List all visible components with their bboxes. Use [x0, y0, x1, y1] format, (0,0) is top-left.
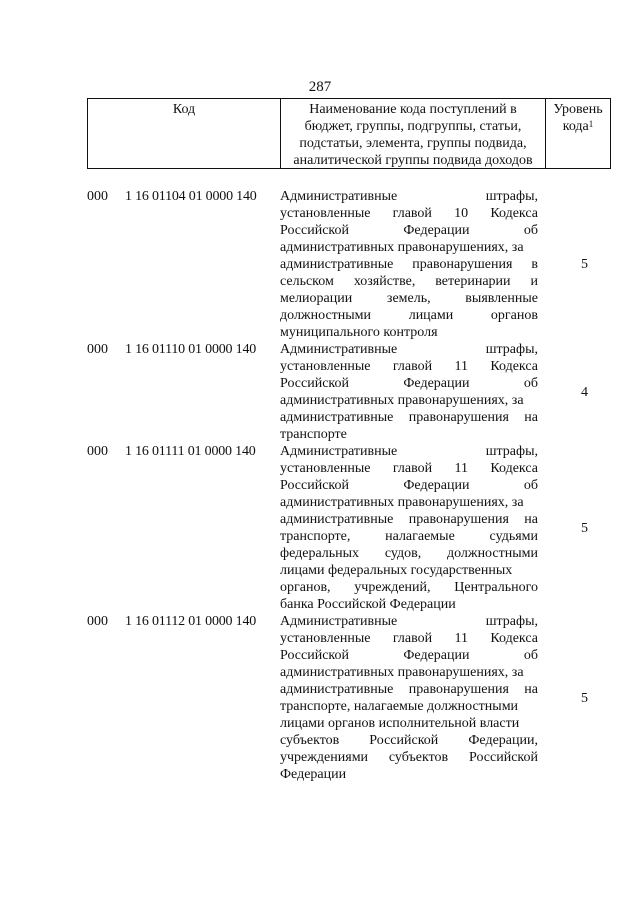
name-word: 10 [454, 206, 469, 221]
name-word: судьями [489, 529, 538, 544]
name-word: судов, [384, 546, 422, 561]
code-level: 5 [581, 257, 588, 272]
name-word: административных правонарушениях, за [280, 665, 524, 680]
name-word: лицами органов исполнительной власти [280, 716, 520, 731]
name-word: и [530, 274, 538, 289]
name-word: транспорте [280, 427, 347, 442]
name-line [280, 375, 538, 392]
name-word: Административные [280, 342, 398, 357]
name-word: лицами федеральных государственных [280, 563, 513, 578]
page-number: 287 [308, 79, 332, 95]
name-line [280, 613, 538, 630]
name-word: штрафы, [485, 189, 538, 204]
name-word: Федерации [280, 767, 347, 782]
name-line [280, 358, 538, 375]
name-word: 11 [454, 461, 468, 476]
revenue-code: 1 16 01112 01 0000 140 [125, 614, 257, 629]
name-word: Российской [280, 478, 349, 493]
header-name [281, 99, 546, 168]
name-line [280, 647, 538, 664]
revenue-name [280, 613, 538, 783]
revenue-code: 1 16 01111 01 0000 140 [125, 444, 256, 459]
name-word: транспорте, [280, 529, 351, 544]
name-word: банка Российской Федерации [280, 597, 456, 612]
name-word: Центрального [454, 580, 538, 595]
name-word: налагаемые [385, 529, 455, 544]
name-line [280, 239, 538, 256]
admin-code: 000 [87, 614, 108, 629]
header-level-line1: Уровень [553, 102, 603, 117]
header-name-line: аналитической группы подвида доходов [293, 153, 533, 168]
name-line [280, 256, 538, 273]
name-line [280, 392, 538, 409]
name-line [280, 341, 538, 358]
name-word: Федерации [403, 478, 470, 493]
table-header [87, 98, 611, 169]
name-line [280, 511, 538, 528]
name-line [280, 494, 538, 511]
name-word: транспорте, налагаемые должностными [280, 699, 519, 714]
name-line [280, 205, 538, 222]
name-word: административных правонарушениях, за [280, 495, 524, 510]
name-word: Административные [280, 614, 398, 629]
name-word: ветеринарии [435, 274, 511, 289]
name-word: лицами [408, 308, 454, 323]
name-word: органов [490, 308, 538, 323]
header-code: Код [88, 99, 281, 168]
name-word: штрафы, [485, 342, 538, 357]
name-word: Российской [469, 750, 538, 765]
header-name-line: подстатьи, элемента, группы подвида, [299, 136, 527, 151]
code-level: 5 [581, 690, 588, 706]
name-line [280, 545, 538, 562]
name-word: правонарушения [408, 682, 509, 697]
name-word: административных правонарушениях, за [280, 393, 524, 408]
name-line [280, 477, 538, 494]
name-line [280, 222, 538, 239]
name-word: административные [280, 512, 394, 527]
name-word: правонарушения [408, 512, 509, 527]
name-word: установленные [280, 631, 371, 646]
name-line [280, 528, 538, 545]
name-word: Российской [280, 223, 349, 238]
name-line [280, 426, 538, 443]
name-line [280, 409, 538, 426]
name-line [280, 460, 538, 477]
name-word: федеральных [280, 546, 360, 561]
name-word: установленные [280, 461, 371, 476]
name-word: Федерации, [468, 733, 538, 748]
name-word: Административные [280, 189, 398, 204]
name-word: штрафы, [485, 614, 538, 629]
name-word: земель, [386, 291, 431, 306]
name-word: на [524, 512, 538, 527]
name-word: об [523, 223, 538, 238]
name-word: правонарушения [412, 257, 513, 272]
name-line [280, 630, 538, 647]
admin-code: 000 [87, 189, 108, 204]
name-word: органов, [280, 580, 331, 595]
name-word: Кодекса [490, 461, 538, 476]
name-line [280, 324, 538, 341]
code-level: 4 [581, 384, 588, 400]
name-word: субъектов [388, 750, 449, 765]
header-level [546, 99, 610, 168]
name-word: главой [392, 206, 432, 221]
name-word: на [524, 682, 538, 697]
name-word: Кодекса [490, 206, 538, 221]
name-word: правонарушения [408, 410, 509, 425]
name-word: субъектов [280, 733, 340, 748]
name-word: хозяйстве, [353, 274, 416, 289]
name-line [280, 596, 538, 613]
footnote-marker: 1 [588, 119, 594, 129]
name-line [280, 562, 538, 579]
name-word: Кодекса [490, 631, 538, 646]
name-line [280, 307, 538, 324]
name-word: установленные [280, 359, 371, 374]
name-line [280, 766, 538, 783]
name-word: Федерации [403, 223, 470, 238]
name-word: административные [280, 682, 394, 697]
name-word: учреждений, [354, 580, 431, 595]
table-row [87, 613, 611, 783]
admin-code: 000 [87, 444, 108, 459]
name-word: об [523, 648, 538, 663]
name-word: Административные [280, 444, 398, 459]
name-line [280, 715, 538, 732]
table-body [87, 188, 611, 783]
name-word: административные [280, 410, 394, 425]
table-row [87, 341, 611, 443]
revenue-name [280, 341, 538, 443]
name-line [280, 188, 538, 205]
name-word: об [523, 478, 538, 493]
revenue-name [280, 188, 538, 341]
name-word: должностными [446, 546, 538, 561]
header-name-line: бюджет, группы, подгруппы, статьи, [304, 119, 522, 134]
header-level-line2 [546, 118, 610, 135]
name-word: штрафы, [485, 444, 538, 459]
name-word: об [523, 376, 538, 391]
revenue-name [280, 443, 538, 613]
name-word: административные [280, 257, 394, 272]
name-word: Федерации [403, 648, 470, 663]
name-word: 11 [454, 631, 468, 646]
name-word: Кодекса [490, 359, 538, 374]
name-word: Федерации [403, 376, 470, 391]
name-line [280, 290, 538, 307]
table-row [87, 443, 611, 613]
code-level: 5 [581, 520, 588, 536]
name-word: установленные [280, 206, 371, 221]
name-line [280, 749, 538, 766]
name-line [280, 698, 538, 715]
header-level-text: кода [562, 119, 589, 134]
admin-code: 000 [87, 342, 108, 357]
revenue-code: 1 16 01110 01 0000 140 [125, 342, 257, 357]
revenue-code: 1 16 01104 01 0000 140 [125, 189, 257, 204]
name-word: Российской [280, 376, 349, 391]
name-word: Российской [369, 733, 439, 748]
header-name-line: Наименование кода поступлений в [309, 102, 517, 117]
name-word: 11 [454, 359, 468, 374]
name-word: учреждениями [280, 750, 369, 765]
name-word: административных правонарушениях, за [280, 240, 524, 255]
name-word: выявленные [465, 291, 538, 306]
table-row [87, 188, 611, 341]
name-word: муниципального контроля [280, 325, 438, 340]
name-line [280, 443, 538, 460]
name-word: на [524, 410, 538, 425]
name-line [280, 273, 538, 290]
name-line [280, 681, 538, 698]
name-word: главой [392, 359, 433, 374]
name-word: сельском [280, 274, 334, 289]
name-line [280, 732, 538, 749]
name-line [280, 664, 538, 681]
name-word: в [531, 257, 538, 272]
name-word: должностными [280, 308, 372, 323]
name-line [280, 579, 538, 596]
name-word: главой [392, 631, 433, 646]
name-word: Российской [280, 648, 349, 663]
name-word: мелиорации [280, 291, 353, 306]
name-word: главой [392, 461, 433, 476]
